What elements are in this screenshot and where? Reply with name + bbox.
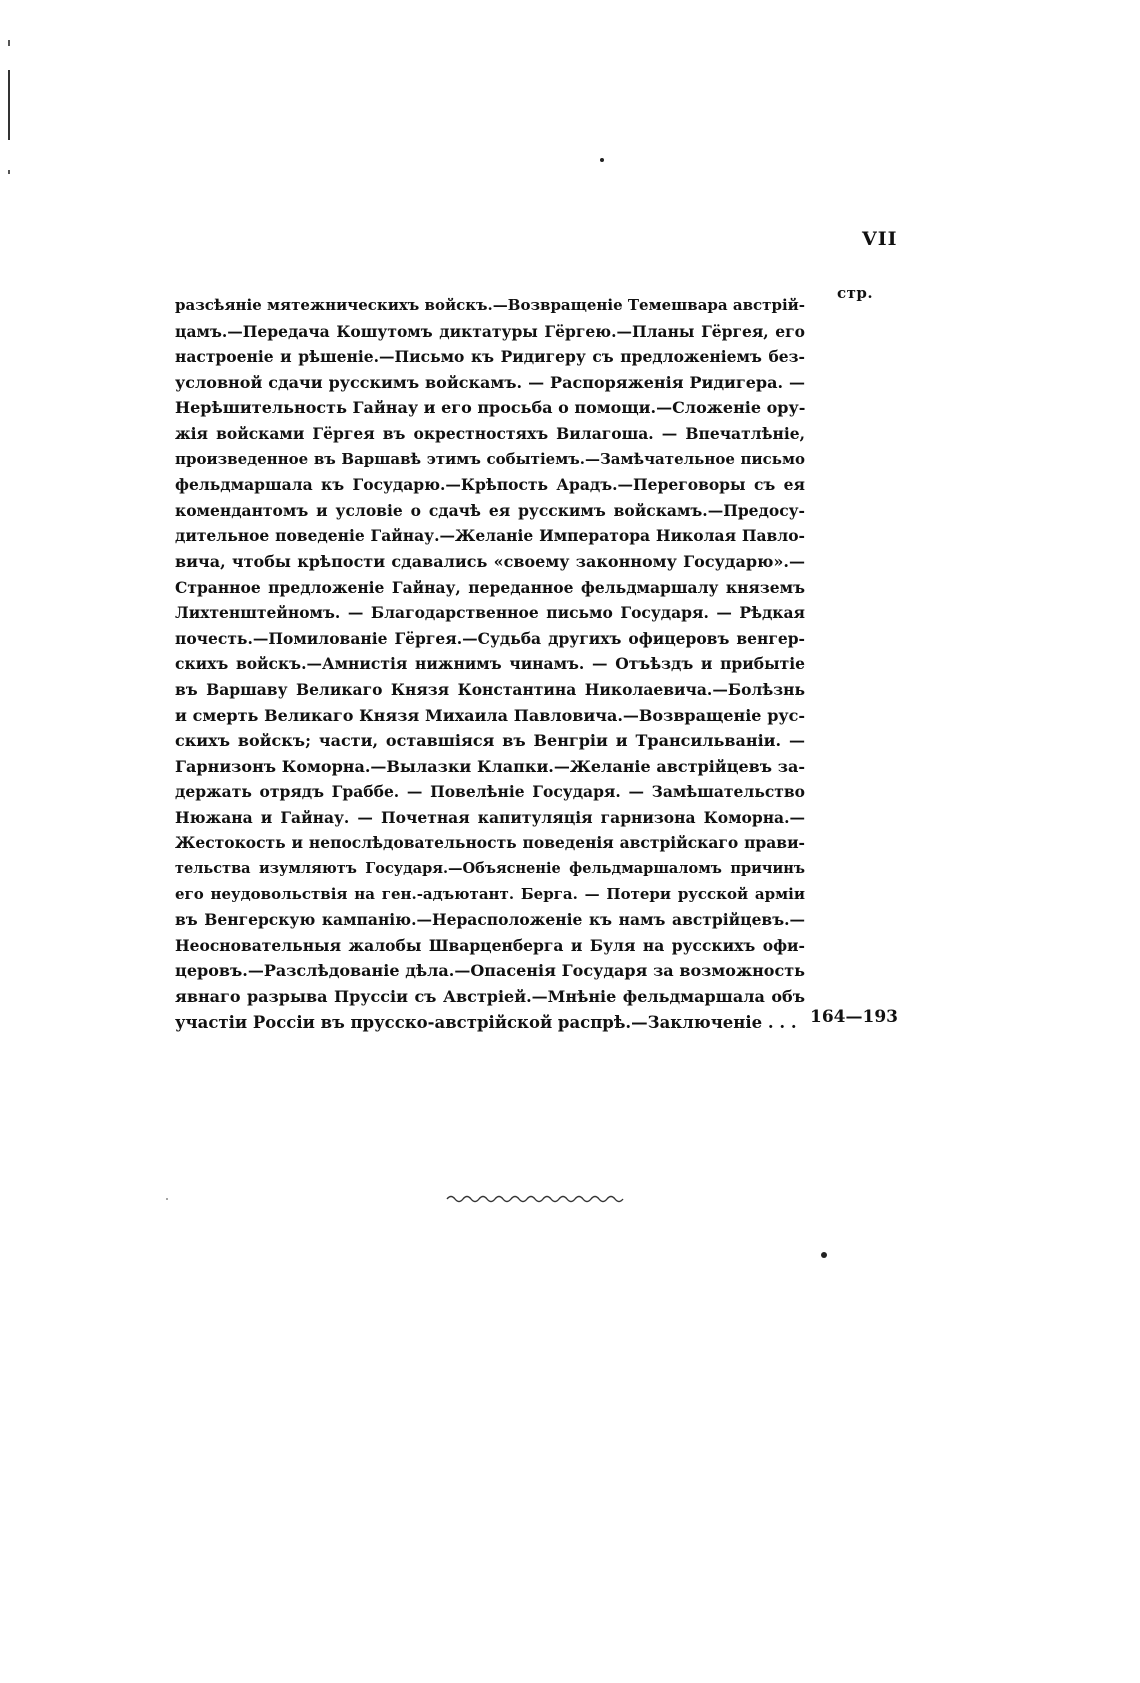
pages-column-header: стр. — [837, 284, 874, 302]
toc-line: Нерѣшительность Гайнау и его просьба о помощи.—Сложеніе ору- — [175, 398, 806, 418]
scan-edge-mark — [8, 170, 10, 174]
toc-line: въ Венгерскую кампанію.—Нерасположеніе къ намъ австрійцевъ.— — [175, 910, 805, 930]
toc-line: Гарнизонъ Коморна.—Вылазки Клапки.—Желаніе австрійцевъ за- — [175, 756, 805, 776]
toc-line: церовъ.—Разслѣдованіе дѣла.—Опасенія Государя за возможность — [175, 961, 805, 981]
toc-line: его неудовольствія на ген.-адъютант. Берга. — Потери русской арміи — [175, 884, 805, 903]
toc-line: условной сдачи русскимъ войскамъ. — Распоряженія Ридигера. — — [175, 372, 805, 392]
toc-page-range: 164—193 — [810, 1007, 898, 1027]
scan-edge-mark — [8, 70, 10, 140]
toc-line: Нюжана и Гайнау. — Почетная капитуляція гарнизона Коморна.— — [175, 807, 805, 827]
toc-line: комендантомъ и условіе о сдачѣ ея русскимъ войскамъ.—Предосу- — [175, 500, 805, 520]
toc-line: цамъ.—Передача Кошутомъ диктатуры Гёргею.—Планы Гёргея, его — [175, 321, 805, 341]
toc-line: почесть.—Помилованіе Гёргея.—Судьба другихъ офицеровъ венгер- — [175, 628, 805, 648]
page-number: VII — [862, 228, 898, 250]
toc-line: настроеніе и рѣшеніе.—Письмо къ Ридигеру съ предложеніемъ без- — [175, 347, 805, 367]
toc-line: дительное поведеніе Гайнау.—Желаніе Императора Николая Павло- — [175, 526, 805, 546]
scan-speck — [821, 1252, 827, 1258]
toc-line: произведенное въ Варшавѣ этимъ событіемъ.—Замѣчательное письмо — [175, 449, 805, 468]
toc-line: Неосновательныя жалобы Шварценберга и Буля на русскихъ офи- — [175, 935, 805, 955]
toc-line: Жестокость и непослѣдовательность поведенія австрійскаго прави- — [175, 833, 805, 853]
toc-line: и смерть Великаго Князя Михаила Павловича.—Возвращеніе рус- — [175, 705, 805, 725]
toc-entry-text — [175, 293, 805, 1035]
toc-line: тельства изумляютъ Государя.—Объясненіе фельдмаршаломъ причинъ — [175, 860, 805, 878]
scan-speck — [166, 1198, 168, 1200]
toc-line: Лихтенштейномъ. — Благодарственное письмо Государя. — Рѣдкая — [175, 603, 805, 623]
scan-edge-mark — [8, 40, 10, 46]
toc-line: разсѣяніе мятежническихъ войскъ.—Возвращеніе Темешвара австрій- — [175, 296, 805, 314]
scan-speck — [600, 158, 604, 162]
toc-line: скихъ войскъ.—Амнистія нижнимъ чинамъ. — Отъѣздъ и прибытіе — [175, 654, 805, 674]
toc-line: участіи Россіи въ прусско-австрійской распрѣ.—Заключеніе . . . — [175, 1012, 797, 1032]
toc-line: скихъ войскъ; части, оставшіяся въ Венгріи и Трансильваніи. — — [175, 731, 805, 751]
toc-line: фельдмаршала къ Государю.—Крѣпость Арадъ.—Переговоры съ ея — [175, 475, 805, 495]
toc-line: жія войсками Гёргея въ окрестностяхъ Вилагоша. — Впечатлѣніе, — [175, 423, 805, 443]
toc-line: явнаго разрыва Пруссіи съ Австріей.—Мнѣніе фельдмаршала объ — [175, 987, 805, 1007]
wavy-divider-ornament — [445, 1192, 625, 1206]
toc-line: Странное предложеніе Гайнау, переданное фельдмаршалу княземъ — [175, 577, 805, 597]
toc-line: держать отрядъ Граббе. — Повелѣніе Государя. — Замѣшательство — [175, 782, 805, 802]
toc-line: въ Варшаву Великаго Князя Константина Николаевича.—Болѣзнь — [175, 679, 805, 699]
toc-line: вича, чтобы крѣпости сдавались «своему законному Государю».— — [175, 551, 805, 571]
